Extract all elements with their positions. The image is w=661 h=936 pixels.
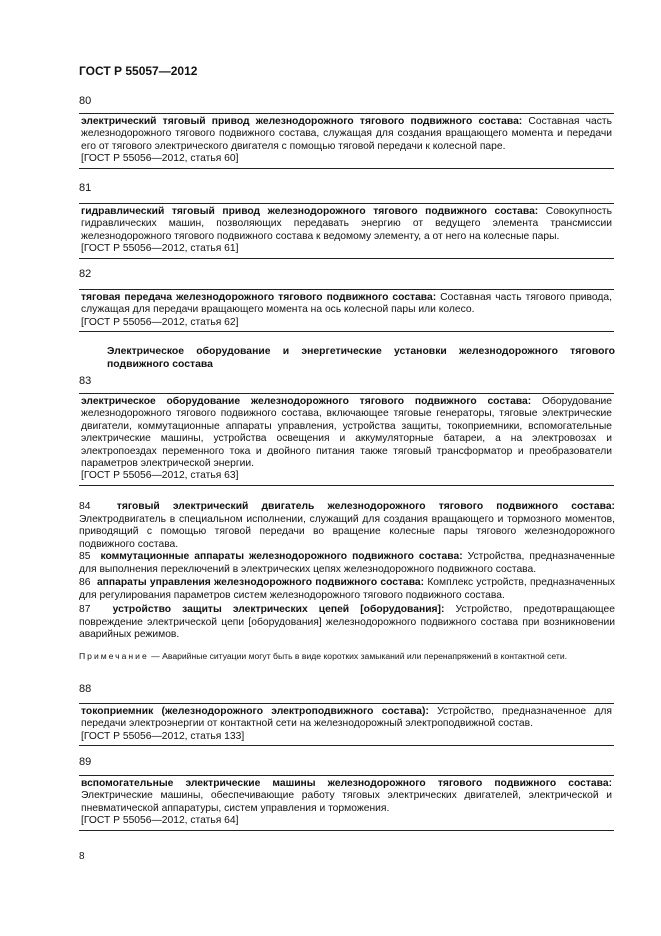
entry-number: 85 <box>79 551 91 562</box>
definition: Электродвигатель в специальном исполнении, служащий для создания вращающего и тормозного моментов, приводящий с помощью тяговой передачи во вращение колесные пары тягового железнодорожного подвижного состава. <box>79 513 615 550</box>
entry-number: 80 <box>79 95 92 107</box>
definition: Составная часть тягового привода, служащая для передачи вращающего момента на ось колесной пары или колесо. <box>81 292 612 316</box>
reference: [ГОСТ Р 55056—2012, статья 61] <box>81 243 239 255</box>
note-text: — Аварийные ситуации могут быть в виде коротких замыканий или перенапряжений в контактной сети. <box>148 651 568 661</box>
entry-number: 81 <box>79 182 92 194</box>
term-entry-81 <box>79 203 614 259</box>
term-entry-87 <box>79 604 615 642</box>
entry-number: 89 <box>79 756 92 768</box>
entry-number: 87 <box>79 604 91 615</box>
term: гидравлический тяговый привод железнодорожного тягового подвижного состава: <box>81 206 539 217</box>
definition: Составная часть железнодорожного тягового подвижного состава, служащая для создания вращающего момента и передачи его от тягового электрического двигателя с помощью тяговой передачи к колесной паре. <box>81 116 613 152</box>
reference: [ГОСТ Р 55056—2012, статья 62] <box>81 316 239 328</box>
term-entry-88 <box>79 703 614 746</box>
note-label: Примечание <box>79 651 149 661</box>
term: вспомогательные электрические машины железнодорожного тягового подвижного состава: <box>81 778 612 789</box>
term-entry-86 <box>79 577 615 602</box>
term-entry-84 <box>79 501 615 551</box>
definition: Устройство, предназначенное для передачи электроэнергии от контактной сети на железнодорожный электроподвижной состав. <box>81 706 612 730</box>
term-entry-80 <box>79 113 614 169</box>
term-entry-83 <box>79 393 614 486</box>
definition: Совокупность гидравлических машин, позволяющих передавать энергию от ведущего элемента трансмиссии железнодорожного тягового подвижного состава к ведомому элементу, а от него на колесные пары. <box>81 206 613 242</box>
term: электрическое оборудование железнодорожного тягового подвижного состава: <box>81 396 532 407</box>
reference: [ГОСТ Р 55056—2012, статья 63] <box>81 470 239 482</box>
term: электрический тяговый привод железнодорожного тягового подвижного состава: <box>81 116 523 127</box>
entry-number: 84 <box>79 501 91 512</box>
entry-number: 83 <box>79 375 92 387</box>
reference: [ГОСТ Р 55056—2012, статья 60] <box>81 153 239 165</box>
definition: Комплекс устройств, предназначенных для регулирования параметров систем железнодорожного тягового подвижного состава. <box>79 577 615 601</box>
entry-number: 86 <box>79 577 91 588</box>
entry-number: 82 <box>79 268 92 280</box>
term-entry-89 <box>79 775 614 831</box>
term-entry-82 <box>79 289 614 332</box>
definition: Устройства, предназначенные для выполнения переключений в электрических цепях железнодорожного подвижного состава. <box>79 551 615 575</box>
note <box>79 651 615 662</box>
definition: Электрические машины, обеспечивающие работу тяговых электрических двигателей, электрической и пневматической аппаратуры, систем управления и торможения. <box>81 790 612 814</box>
entry-number: 88 <box>79 683 92 695</box>
term: тяговая передача железнодорожного тягового подвижного состава: <box>81 292 437 303</box>
section-heading: Электрическое оборудование и энергетические установки железнодорожного тягового подвижного состава <box>107 346 615 370</box>
page-number: 8 <box>79 851 85 862</box>
page-header: ГОСТ Р 55057—2012 <box>79 64 198 78</box>
reference: [ГОСТ Р 55056—2012, статья 64] <box>81 815 239 827</box>
term-entry-85 <box>79 551 615 576</box>
reference: [ГОСТ Р 55056—2012, статья 133] <box>81 730 245 742</box>
term: устройство защиты электрических цепей [оборудования]: <box>112 604 445 615</box>
term: аппараты управления железнодорожного подвижного состава: <box>96 577 425 588</box>
term: токоприемник (железнодорожного электроподвижного состава): <box>81 706 429 717</box>
term: коммутационные аппараты железнодорожного подвижного состава: <box>100 551 463 562</box>
definition: Устройство, предотвращающее повреждение электрической цепи [оборудования] железнодорожного подвижного состава при возникновении аварийных режимов. <box>79 604 615 641</box>
term: тяговый электрический двигатель железнодорожного тягового подвижного состава: <box>116 501 615 512</box>
definition: Оборудование железнодорожного тягового подвижного состава, включающее тяговые генераторы, тяговые электрические двигатели, коммутационные аппараты управления, устройства защиты, токоприемники, вспомогательные электрические машины, устройства освещения и аккумуляторные батареи, а на электровозах и электропоездах переменного тока и двойного питания также тяговый трансформатор и преобразователи параметров электрической энергии. <box>81 396 612 470</box>
